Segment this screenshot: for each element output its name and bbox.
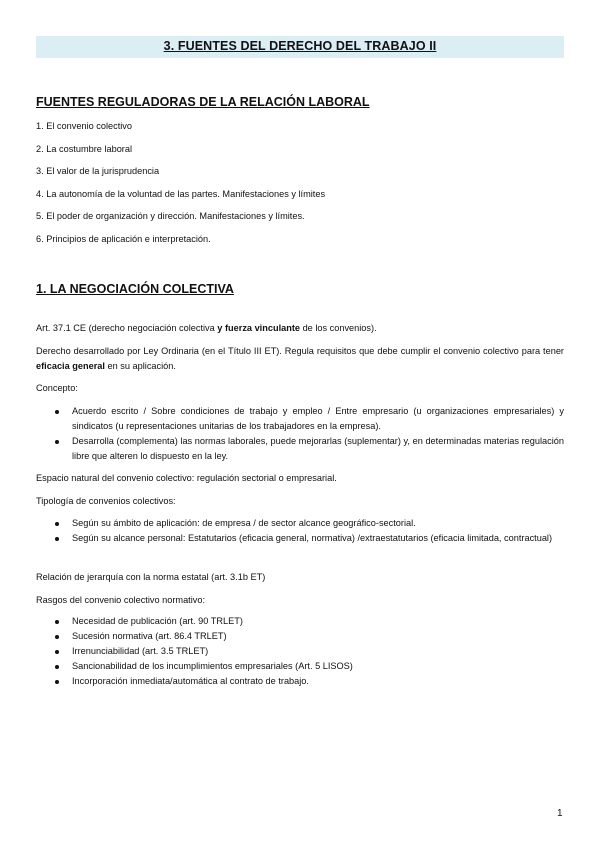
bullet-icon <box>55 635 59 639</box>
rasgos-label: Rasgos del convenio colectivo normativo: <box>36 595 206 605</box>
tipologia-list <box>36 516 564 546</box>
list-item: Sancionabilidad de los incumplimientos empresariales (Art. 5 LISOS) <box>36 659 564 674</box>
fuentes-item: 5. El poder de organización y dirección. Manifestaciones y límites. <box>36 211 305 221</box>
bullet-icon <box>55 537 59 541</box>
rasgos-list <box>36 614 564 689</box>
fuentes-heading: FUENTES REGULADORAS DE LA RELACIÓN LABORAL <box>36 95 370 109</box>
bullet-icon <box>55 680 59 684</box>
concepto-label: Concepto: <box>36 383 78 393</box>
page-number: 1 <box>557 808 563 819</box>
list-item: Necesidad de publicación (art. 90 TRLET) <box>36 614 564 629</box>
page-title: 3. FUENTES DEL DERECHO DEL TRABAJO II <box>163 39 437 53</box>
espacio-paragraph: Espacio natural del convenio colectivo: regulación sectorial o empresarial. <box>36 473 337 483</box>
fuentes-item: 6. Principios de aplicación e interpretación. <box>36 234 211 244</box>
jerarquia-paragraph: Relación de jerarquía con la norma estatal (art. 3.1b ET) <box>36 572 266 582</box>
bullet-icon <box>55 440 59 444</box>
list-item: Acuerdo escrito / Sobre condiciones de trabajo y empleo / Entre empresario (u organizaciones empresariales) y sindicatos (u representaciones unitarias de los trabajadores en la empresa). <box>36 404 564 434</box>
fuentes-item: 4. La autonomía de la voluntad de las partes. Manifestaciones y límites <box>36 189 326 199</box>
bullet-icon <box>55 620 59 624</box>
art-37-paragraph: Art. 37.1 CE (derecho negociación colectiva y fuerza vinculante de los convenios). <box>36 323 377 333</box>
fuentes-item: 1. El convenio colectivo <box>36 121 133 131</box>
bullet-icon <box>55 522 59 526</box>
list-item: Desarrolla (complementa) las normas laborales, puede mejorarlas (suplementar) y, en determinadas materias regulación libre que alteren lo dispuesto en la ley. <box>36 434 564 464</box>
list-item: Según su ámbito de aplicación: de empresa / de sector alcance geográfico-sectorial. <box>36 516 564 531</box>
tipologia-label: Tipología de convenios colectivos: <box>36 496 176 506</box>
derecho-paragraph: Derecho desarrollado por Ley Ordinaria (en el Título III ET). Regula requisitos que debe cumplir el convenio colectivo para tener eficacia general en su aplicación. <box>36 346 564 371</box>
fuentes-item: 3. El valor de la jurisprudencia <box>36 166 160 176</box>
negociacion-heading: 1. LA NEGOCIACIÓN COLECTIVA <box>36 282 234 296</box>
concepto-list <box>36 404 564 464</box>
list-item: Según su alcance personal: Estatutarios (eficacia general, normativa) /extraestatutarios (eficacia limitada, contractual) <box>36 531 564 546</box>
bullet-icon <box>55 410 59 414</box>
bullet-icon <box>55 665 59 669</box>
bullet-icon <box>55 650 59 654</box>
fuentes-item: 2. La costumbre laboral <box>36 144 133 154</box>
list-item: Sucesión normativa (art. 86.4 TRLET) <box>36 629 564 644</box>
list-item: Irrenunciabilidad (art. 3.5 TRLET) <box>36 644 564 659</box>
list-item: Incorporación inmediata/automática al contrato de trabajo. <box>36 674 564 689</box>
title-banner <box>36 36 564 58</box>
